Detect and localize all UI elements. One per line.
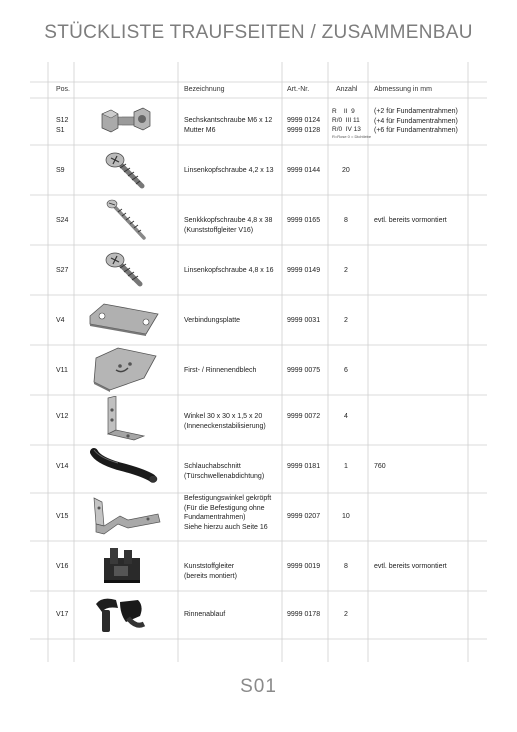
name-line: Senkkkopfschraube 4,8 x 38 <box>184 217 273 224</box>
row-name: Rinnenablauf <box>184 611 226 618</box>
pos-value: S1 <box>56 126 65 134</box>
countersunk-screw-icon <box>104 198 150 242</box>
name-line: Sechskantschraube M6 x 12 <box>184 117 273 124</box>
end-sheet-icon <box>90 346 160 392</box>
row-pos: V14 <box>56 463 69 470</box>
name-line: Siehe hierzu auch Seite 16 <box>184 523 268 531</box>
row-pos: V11 <box>56 367 68 374</box>
name-line: Befestigungswinkel gekröpft <box>184 495 272 502</box>
row-qty: 2 <box>344 317 348 324</box>
gutter-outlet-icon <box>92 594 148 636</box>
dim-line: (+2 für Fundamentrahmen) <box>374 108 458 115</box>
row-pos: S27 <box>56 267 69 274</box>
row-dim: 760 <box>374 463 386 470</box>
qty-note: R=Rose 0 = Dichtlebe <box>332 134 372 139</box>
row-art: 9999 0144 <box>287 167 321 174</box>
row-pos: V15 <box>56 513 69 520</box>
row-qty: 8 <box>344 563 348 570</box>
art-number: 9999 0128 <box>287 126 321 134</box>
row-art: 9999 0149 <box>287 267 321 274</box>
name-line: (Kunststoffgleiter V16) <box>184 226 254 234</box>
name-line: Schlauchabschnitt <box>184 463 241 470</box>
row-qty <box>332 107 371 139</box>
pan-head-screw-icon <box>104 150 150 192</box>
name-line: Fundamentrahmen) <box>184 514 246 521</box>
name-line: Kunststoffgleiter <box>184 563 235 570</box>
dim-line: (+6 für Fundamentrahmen) <box>374 127 458 134</box>
page-title: STÜCKLISTE TRAUFSEITEN / ZUSAMMENBAU <box>44 22 473 43</box>
name-line: Winkel 30 x 30 x 1,5 x 20 <box>184 413 263 420</box>
row-art: 9999 0165 <box>287 217 321 224</box>
name-line: Mutter M6 <box>184 126 216 134</box>
row-name <box>184 116 272 135</box>
row-qty: 20 <box>342 167 350 174</box>
row-pos: V16 <box>56 563 69 570</box>
name-line: (Für die Befestigung ohne <box>184 504 265 512</box>
row-pos: V12 <box>56 413 69 420</box>
row-qty: 2 <box>344 267 348 274</box>
pan-head-screw-icon <box>104 250 150 292</box>
row-pos: S9 <box>56 167 65 174</box>
name-line: (bereits montiert) <box>184 572 237 580</box>
row-qty: 8 <box>344 217 348 224</box>
row-qty: 4 <box>344 413 348 420</box>
hex-bolt-nut-icon <box>98 104 154 140</box>
row-qty: 2 <box>344 611 348 618</box>
row-name <box>184 462 264 481</box>
header-pos: Pos. <box>56 86 71 93</box>
dim-line: (+4 für Fundamentrahmen) <box>374 117 458 125</box>
row-name <box>184 494 271 532</box>
qty-line: R/0 IV 13 <box>332 126 361 133</box>
header-dim: Abmessung in mm <box>374 86 432 93</box>
row-name <box>184 216 272 235</box>
hose-icon <box>88 446 160 486</box>
row-qty: 1 <box>344 463 348 470</box>
row-name: Linsenkopfschraube 4,8 x 16 <box>184 267 274 274</box>
header-qty: Anzahl <box>336 86 358 93</box>
row-dim: evtl. bereits vormontiert <box>374 217 447 224</box>
name-line: (Inneneckenstabilisierung) <box>184 422 266 430</box>
row-art: 9999 0031 <box>287 317 321 324</box>
offset-bracket-icon <box>90 496 162 538</box>
row-art: 9999 0207 <box>287 513 321 520</box>
row-dim <box>374 107 458 136</box>
name-line: (Türschwellenabdichtung) <box>184 472 265 480</box>
plastic-glider-icon <box>100 544 146 588</box>
row-dim: evtl. bereits vormontiert <box>374 563 447 570</box>
qty-line: R II 9 <box>332 108 355 115</box>
qty-line: R/0 III 11 <box>332 117 360 124</box>
row-name: First- / Rinnenendblech <box>184 367 257 374</box>
header-name: Bezeichnung <box>184 86 225 93</box>
row-pos: V17 <box>56 611 69 618</box>
page-number: S01 <box>240 676 277 697</box>
angle-bracket-icon <box>104 396 146 442</box>
pos-value: S12 <box>56 117 69 124</box>
row-name: Verbindungsplatte <box>184 317 241 324</box>
row-art: 9999 0072 <box>287 413 321 420</box>
row-name: Linsenkopfschraube 4,2 x 13 <box>184 167 274 174</box>
row-pos: S24 <box>56 217 69 224</box>
row-qty: 10 <box>342 513 350 520</box>
row-name <box>184 412 266 431</box>
row-art <box>287 116 320 135</box>
row-art: 9999 0181 <box>287 463 321 470</box>
row-art: 9999 0019 <box>287 563 321 570</box>
header-art: Art.-Nr. <box>287 86 310 93</box>
row-pos: V4 <box>56 317 65 324</box>
row-qty: 6 <box>344 367 348 374</box>
row-name <box>184 562 237 581</box>
row-pos <box>56 116 68 135</box>
row-art: 9999 0178 <box>287 611 321 618</box>
art-number: 9999 0124 <box>287 117 321 124</box>
row-art: 9999 0075 <box>287 367 321 374</box>
connection-plate-icon <box>86 298 162 340</box>
